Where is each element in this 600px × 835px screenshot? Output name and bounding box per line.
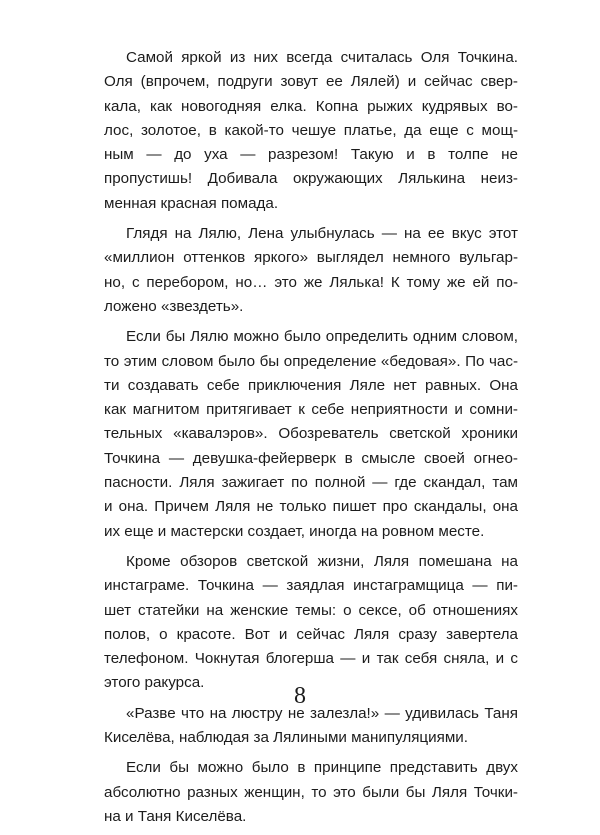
text-line: ложено «звездеть». [104, 297, 244, 315]
text-line: тельных «кавалэров». Обозреватель светской хроники [104, 425, 518, 443]
text-line: Глядя на Лялю, Лена улыбнулась — на ее вкус этот [126, 225, 518, 243]
text-line: ным — до уха — разрезом! Такую и в толпе не [104, 146, 518, 164]
paragraph-1 [82, 46, 518, 216]
text-line: Самой яркой из них всегда считалась Оля Точкина. [126, 49, 518, 66]
text-line: на и Таня Киселёва. [104, 807, 247, 825]
text-line: «Разве что на люстру не залезла!» — удивилась Таня [126, 704, 518, 722]
text-line: Если бы Лялю можно было определить одним словом, [126, 328, 518, 346]
text-line: менная красная помада. [104, 194, 279, 212]
text-line: полов, о красоте. Вот и сейчас Ляля сразу завертела [104, 625, 518, 643]
text-line: но, с перебором, но… это же Лялька! К тому же ей по- [104, 273, 518, 291]
text-line: Оля (впрочем, подруги зовут ее Лялей) и сейчас свер- [104, 73, 518, 91]
text-line: Кроме обзоров светской жизни, Ляля помешана на [126, 552, 518, 570]
text-line: ти создавать себе приключения Ляле нет равных. Она [104, 376, 518, 394]
text-line: абсолютно разных женщин, то это были бы Ляля Точки- [104, 783, 518, 801]
text-line: то этим словом было бы определение «бедовая». По час- [104, 352, 518, 370]
text-line: этого ракурса. [104, 674, 205, 692]
text-line: пропустишь! Добивала окружающих Лялькина неиз- [104, 170, 518, 188]
text-line: кала, как новогодняя елка. Копна рыжих кудрявых во- [104, 97, 518, 115]
text-line: и она. Причем Ляля не только пишет про скандалы, она [104, 498, 518, 516]
text-line: Если бы можно было в принципе представить двух [126, 759, 518, 777]
page-number: 8 [294, 683, 306, 709]
paragraph-2 [82, 222, 518, 319]
text-line: лос, золотое, в какой-то чешуе платье, да еще с мощ- [104, 121, 518, 139]
text-line: как магнитом притягивает к себе неприятности и сомни- [104, 401, 518, 419]
text-line: их еще и мастерски создает, иногда на ровном месте. [104, 522, 485, 540]
text-line: телефоном. Чокнутая блогерша — и так себя сняла, и с [104, 650, 518, 668]
text-line: «миллион оттенков яркого» выглядел немного вульгар- [104, 249, 518, 267]
text-line: инстаграме. Точкина — заядлая инстаграмщица — пи- [104, 577, 518, 595]
paragraph-3 [82, 325, 518, 544]
paragraph-4 [82, 550, 518, 696]
text-line: Киселёва, наблюдая за Лялиными манипуляциями. [104, 729, 468, 747]
text-line: шет статейки на женские темы: о сексе, об отношениях [104, 601, 518, 619]
book-page-text [82, 46, 518, 835]
text-line: пасности. Ляля зажигает по полной — где скандал, там [104, 474, 518, 492]
paragraph-6 [82, 756, 518, 829]
text-line: Точкина — девушка-фейерверк в смысле своей огнео- [104, 449, 518, 467]
